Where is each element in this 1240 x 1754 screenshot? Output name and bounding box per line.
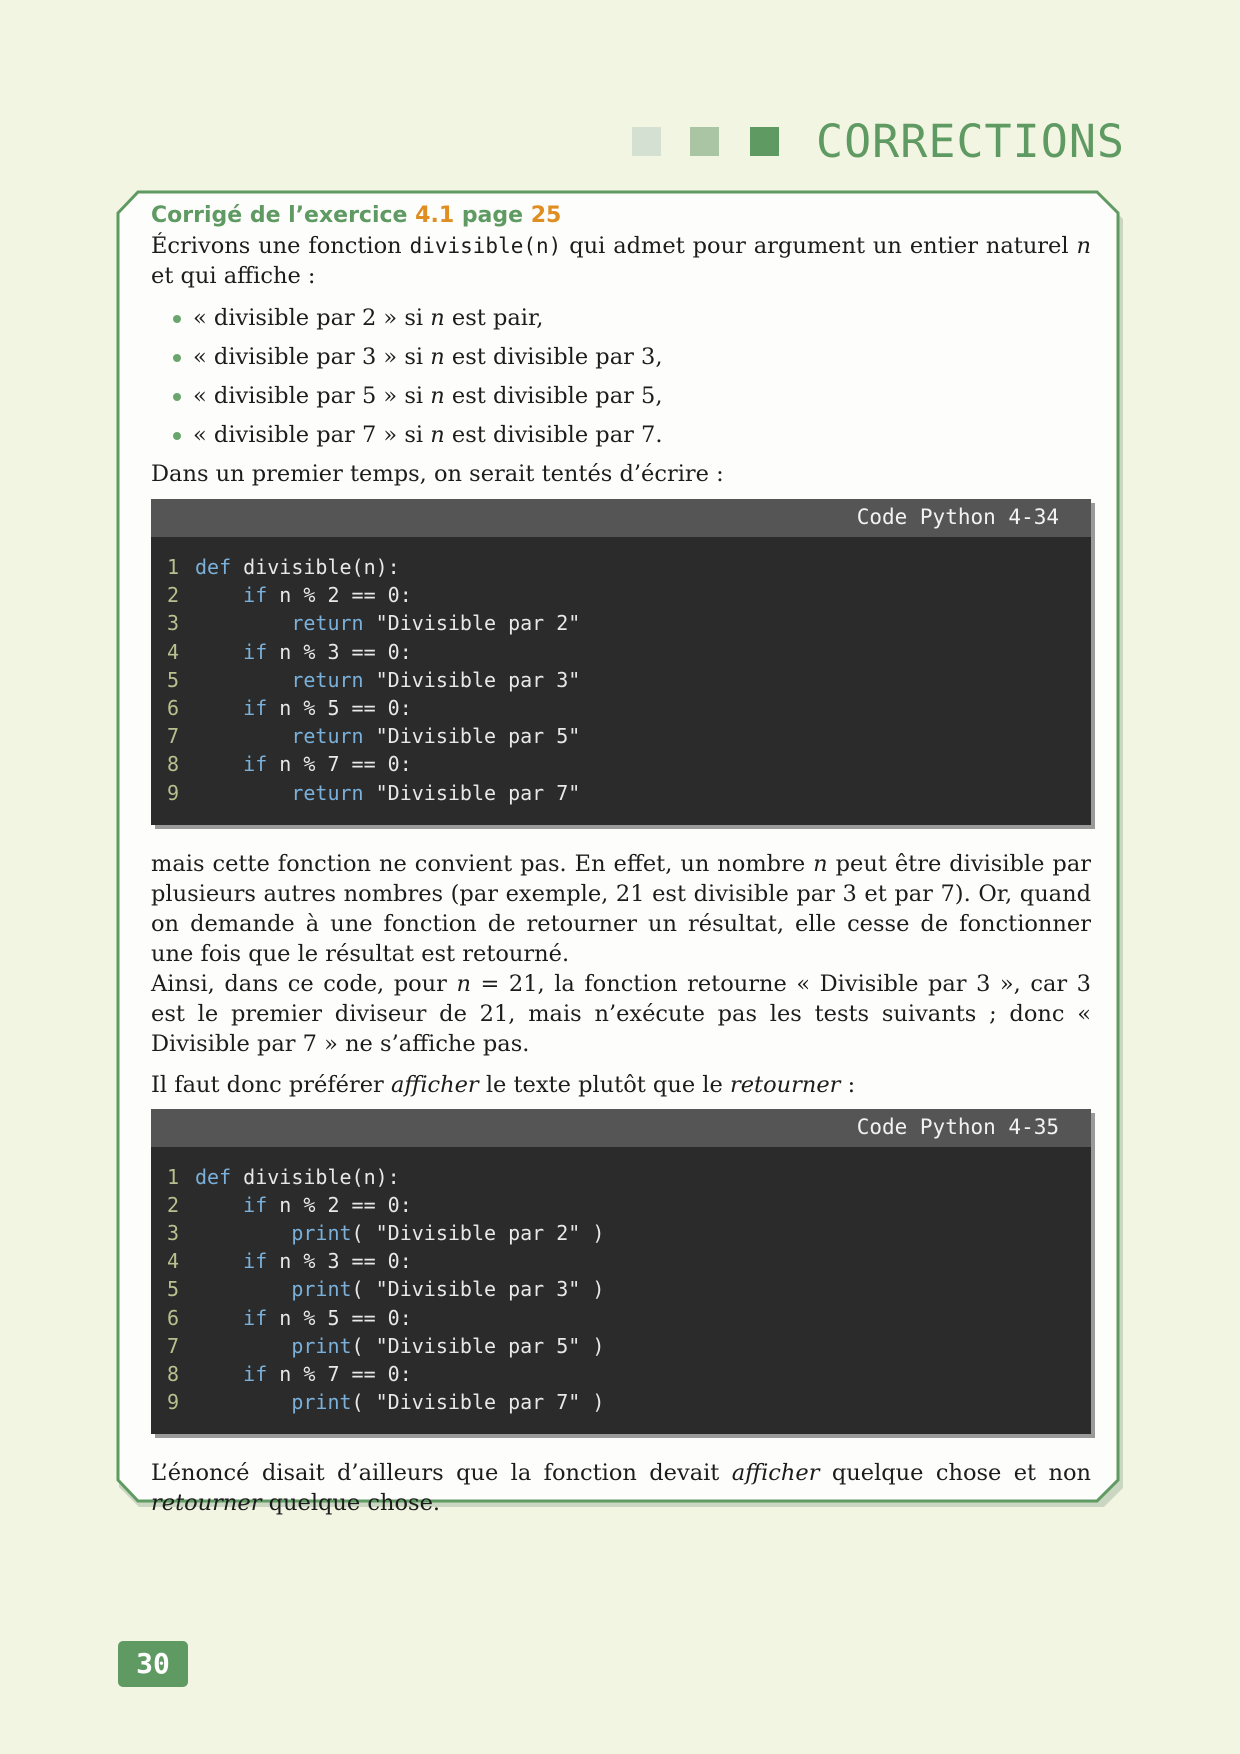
code-line xyxy=(151,1163,1091,1191)
conclusion-text-b: quelque chose et non xyxy=(831,1460,1092,1487)
example-var-n: n xyxy=(456,970,471,997)
list-item-si: si xyxy=(404,305,424,331)
line-number: 6 xyxy=(166,1305,180,1330)
code-text: ( "Divisible par 3" ) xyxy=(351,1277,605,1302)
code-indent xyxy=(195,752,243,776)
code-line xyxy=(151,1360,1091,1388)
list-item-rest: est divisible par 7. xyxy=(451,422,663,448)
list-item-var: n xyxy=(430,422,445,448)
prefer-emphasis-2: retourner xyxy=(729,1071,841,1098)
line-number: 1 xyxy=(166,555,180,579)
code-indent xyxy=(195,1249,243,1273)
line-number: 7 xyxy=(166,724,180,749)
code-keyword: return xyxy=(291,724,364,749)
list-item-si: si xyxy=(404,383,424,409)
prefer-text-b: le texte plutôt que le xyxy=(485,1071,723,1098)
line-number: 9 xyxy=(166,780,180,805)
code-indent xyxy=(195,1334,291,1358)
explanation-var-n: n xyxy=(813,850,828,877)
list-item xyxy=(193,377,1091,416)
prefer-text-c: : xyxy=(847,1071,856,1098)
line-number: 8 xyxy=(166,1362,180,1386)
line-number: 2 xyxy=(166,1192,180,1217)
header-square-medium xyxy=(690,127,719,156)
code-keyword: print xyxy=(291,1277,352,1302)
code-text: ( "Divisible par 5" ) xyxy=(351,1333,605,1358)
conclusion-emphasis-2: retourner xyxy=(151,1490,262,1517)
code-keyword: if xyxy=(243,695,268,720)
line-number: 6 xyxy=(166,695,180,720)
code-block-1-label: Code Python 4-34 xyxy=(151,499,1091,537)
list-item-si: si xyxy=(404,344,424,370)
code-line xyxy=(151,1219,1091,1247)
intro-text-b: qui admet pour argument un entier naturel xyxy=(569,233,1069,259)
code-line xyxy=(151,638,1091,666)
code-keyword: if xyxy=(243,1249,268,1274)
code-line xyxy=(151,694,1091,722)
code-text: ( "Divisible par 7" ) xyxy=(351,1390,605,1415)
code-text: n % 2 == 0: xyxy=(267,1192,412,1217)
prefer-paragraph xyxy=(151,1070,1091,1100)
code-line xyxy=(151,1191,1091,1219)
list-item xyxy=(193,338,1091,377)
line-number: 5 xyxy=(166,667,180,692)
code-keyword: return xyxy=(291,611,364,636)
list-item-quote: « divisible par 3 » xyxy=(193,344,398,370)
line-number: 3 xyxy=(166,1221,180,1246)
code-text: "Divisible par 7" xyxy=(363,780,581,805)
code-text: n % 7 == 0: xyxy=(267,1362,412,1386)
list-item-rest: est divisible par 3, xyxy=(451,344,663,370)
correction-content xyxy=(151,202,1091,1518)
list-item-var: n xyxy=(430,383,445,409)
explanation-paragraph xyxy=(151,849,1091,969)
code-keyword: if xyxy=(243,1305,268,1330)
code-indent xyxy=(195,640,243,664)
code-line xyxy=(151,1247,1091,1275)
code-keyword: def xyxy=(195,1164,232,1189)
list-item xyxy=(193,299,1091,338)
code-line xyxy=(151,1332,1091,1360)
list-item-var: n xyxy=(430,344,445,370)
code-indent xyxy=(195,696,243,720)
code-indent xyxy=(195,668,291,692)
code-keyword: print xyxy=(291,1221,352,1246)
list-item-rest: est divisible par 5, xyxy=(451,383,663,409)
list-item-quote: « divisible par 5 » xyxy=(193,383,398,409)
exercise-title-prefix: Corrigé de l’exercice xyxy=(151,203,408,228)
explanation-text-b: peut être divisible par plusieurs autres nombres (par exemple, 21 est divisible par 3 et par 7). Or, quand on demande à une fonction de retourner un résultat, elle cesse de fonctionner une fois que le résultat est retourné. xyxy=(151,850,1091,967)
line-number: 5 xyxy=(166,1277,180,1302)
code-text: n % 3 == 0: xyxy=(267,1249,412,1274)
code-line xyxy=(151,1275,1091,1303)
code-text: n % 5 == 0: xyxy=(267,695,412,720)
header-square-dark xyxy=(750,127,779,156)
page-number: 30 xyxy=(118,1641,188,1687)
code-indent xyxy=(195,1193,243,1217)
list-item-quote: « divisible par 2 » xyxy=(193,305,398,331)
intro-var-n: n xyxy=(1076,233,1091,259)
code-indent xyxy=(195,1362,243,1386)
example-text-b: = 21, la fonction retourne « Divisible par 3 », car 3 est le premier diviseur de 21, mais n’exécute pas les tests suivants ; donc « Divisible par 7 » ne s’affiche pas. xyxy=(151,970,1091,1057)
exercise-ref-page-word: page xyxy=(461,203,524,228)
code-keyword: return xyxy=(291,667,364,692)
conclusion-text-a: L’énoncé disait d’ailleurs que la fonction devait xyxy=(151,1460,720,1487)
code-indent xyxy=(195,1306,243,1330)
code-keyword: if xyxy=(243,1192,268,1217)
code-line xyxy=(151,750,1091,778)
code-text: ( "Divisible par 2" ) xyxy=(351,1221,605,1246)
conclusion-emphasis-1: afficher xyxy=(731,1460,820,1487)
code-keyword: print xyxy=(291,1333,352,1358)
code-keyword: print xyxy=(291,1390,352,1415)
code-block-2-label: Code Python 4-35 xyxy=(151,1109,1091,1147)
code-line xyxy=(151,1388,1091,1416)
code-keyword: if xyxy=(243,639,268,664)
first-try-text: Dans un premier temps, on serait tentés d’écrire : xyxy=(151,461,724,487)
example-paragraph xyxy=(151,969,1091,1059)
code-indent xyxy=(195,1390,291,1414)
intro-code: divisible(n) xyxy=(409,234,562,258)
code-line xyxy=(151,779,1091,807)
intro-text-a: Écrivons une fonction xyxy=(151,233,402,259)
code-text: "Divisible par 3" xyxy=(363,667,581,692)
code-indent xyxy=(195,583,243,607)
code-line xyxy=(151,609,1091,637)
prefer-text-a: Il faut donc préférer xyxy=(151,1071,384,1098)
section-title: CORRECTIONS xyxy=(816,115,1126,168)
code-text: n % 5 == 0: xyxy=(267,1305,412,1330)
exercise-ref-number[interactable]: 4.1 xyxy=(415,203,455,228)
code-line xyxy=(151,553,1091,581)
conclusion-paragraph xyxy=(151,1458,1091,1518)
correction-box xyxy=(116,190,1123,1517)
code-text: n % 7 == 0: xyxy=(267,752,412,777)
exercise-ref-page[interactable]: 25 xyxy=(530,203,562,228)
intro-text-c: et qui affiche : xyxy=(151,263,316,289)
condition-list xyxy=(151,299,1091,455)
code-text: "Divisible par 2" xyxy=(363,611,581,636)
code-line xyxy=(151,581,1091,609)
intro-paragraph xyxy=(151,231,1091,291)
code-keyword: if xyxy=(243,752,268,777)
line-number: 8 xyxy=(166,752,180,777)
list-item-var: n xyxy=(430,305,445,331)
line-number: 4 xyxy=(166,1249,180,1274)
code-block-2 xyxy=(151,1109,1091,1435)
list-item xyxy=(193,416,1091,455)
code-text: divisible(n): xyxy=(231,1164,400,1189)
line-number: 2 xyxy=(166,583,180,608)
code-indent xyxy=(195,1221,291,1245)
exercise-title xyxy=(151,202,1091,230)
code-indent xyxy=(195,724,291,748)
line-number: 1 xyxy=(166,1164,180,1189)
code-text: divisible(n): xyxy=(231,555,400,579)
prefer-emphasis-1: afficher xyxy=(390,1071,479,1098)
example-text-a: Ainsi, dans ce code, pour xyxy=(151,970,447,997)
line-number: 4 xyxy=(166,639,180,664)
code-keyword: return xyxy=(291,780,364,805)
list-item-si: si xyxy=(404,422,424,448)
code-text: "Divisible par 5" xyxy=(363,724,581,749)
code-text: n % 2 == 0: xyxy=(267,583,412,608)
code-block-1-lines xyxy=(151,537,1091,825)
code-keyword: if xyxy=(243,583,268,608)
code-indent xyxy=(195,611,291,635)
code-text: n % 3 == 0: xyxy=(267,639,412,664)
code-keyword: if xyxy=(243,1362,268,1386)
line-number: 7 xyxy=(166,1333,180,1358)
explanation-text-a: mais cette fonction ne convient pas. En effet, un nombre xyxy=(151,850,806,877)
code-line xyxy=(151,666,1091,694)
list-item-rest: est pair, xyxy=(451,305,544,331)
code-block-1 xyxy=(151,499,1091,825)
code-line xyxy=(151,1304,1091,1332)
code-block-2-lines xyxy=(151,1147,1091,1435)
list-item-quote: « divisible par 7 » xyxy=(193,422,398,448)
code-indent xyxy=(195,1277,291,1301)
code-line xyxy=(151,722,1091,750)
line-number: 3 xyxy=(166,611,180,636)
code-indent xyxy=(195,781,291,805)
header-square-light xyxy=(632,127,661,156)
line-number: 9 xyxy=(166,1390,180,1415)
conclusion-text-c: quelque chose. xyxy=(268,1490,441,1517)
code-keyword: def xyxy=(195,555,232,579)
